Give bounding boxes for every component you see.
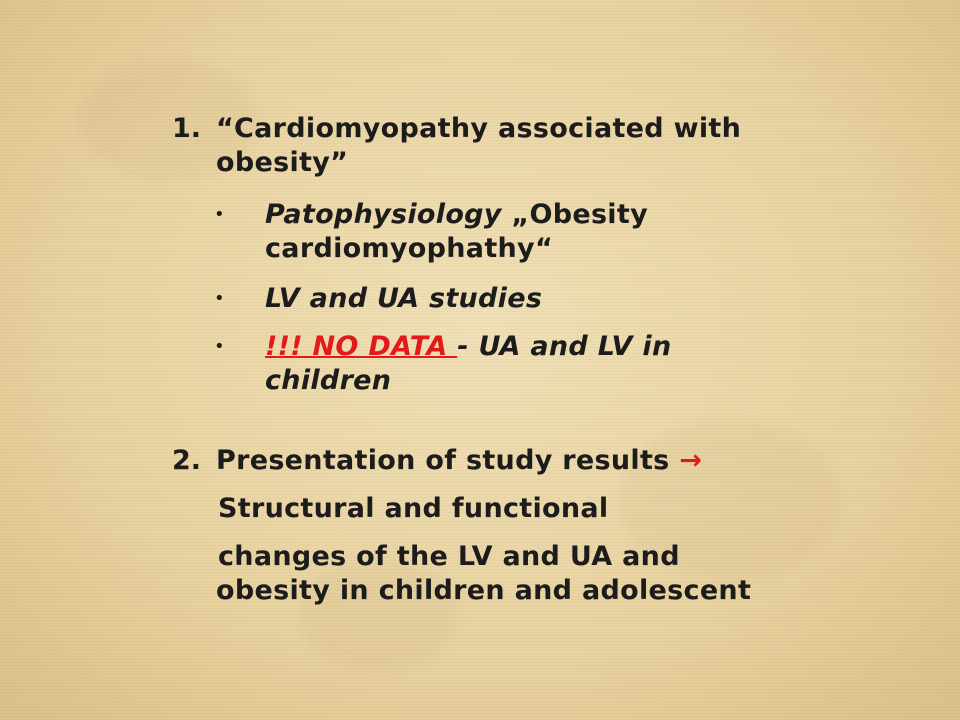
- item2-number: 2.: [172, 445, 202, 476]
- item2-subtitle-line3: changes of the LV and UA and: [218, 541, 680, 572]
- bullet3-line1: [265, 330, 671, 364]
- bullet-item-pathophysiology: [265, 198, 648, 266]
- bullet-item-no-data: [265, 330, 671, 398]
- bullet-dot: •: [214, 204, 225, 225]
- bullet-dot: •: [214, 288, 225, 309]
- bullet1-line1: [265, 198, 648, 232]
- bullet1-line2: cardiomyophathy“: [265, 233, 553, 264]
- bullet3-line2: children: [265, 365, 392, 396]
- bullet1-italic: Patophysiology: [265, 199, 502, 230]
- bullet3-rest: - UA and LV in: [457, 331, 672, 362]
- item2-line1: [216, 444, 702, 478]
- item1-number: 1.: [172, 113, 202, 144]
- bullet-item-lv-ua-studies: LV and UA studies: [265, 283, 543, 314]
- item2-line1-text: Presentation of study results: [216, 445, 680, 476]
- no-data-warning: !!! NO DATA: [265, 331, 458, 362]
- item2-title: [216, 444, 702, 478]
- bullet1-plain: „Obesity: [501, 199, 648, 230]
- bullet-dot: •: [214, 336, 225, 357]
- right-arrow-icon: →: [679, 445, 703, 476]
- item1-title-line1: “Cardiomyopathy associated with: [216, 113, 742, 144]
- item1-title: [216, 112, 741, 180]
- item2-subtitle-line4: obesity in children and adolescent: [216, 575, 752, 606]
- item2-subtitle-line2: Structural and functional: [218, 493, 609, 524]
- item1-title-line2: obesity”: [216, 147, 349, 178]
